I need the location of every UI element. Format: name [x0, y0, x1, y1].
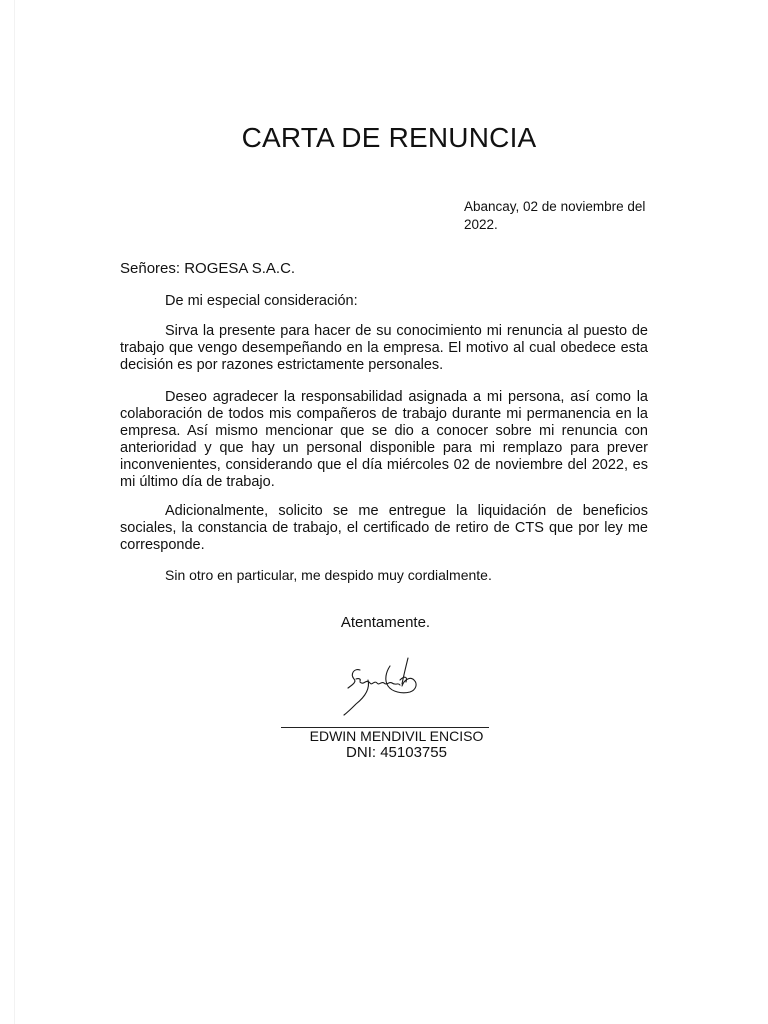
- signer-name: EDWIN MENDIVIL ENCISO: [309, 728, 484, 744]
- letter-date: Abancay, 02 de noviembre del 2022.: [464, 199, 646, 232]
- signer-dni: DNI: 45103755: [346, 744, 447, 761]
- paragraph-resignation: Sirva la presente para hacer de su conocimiento mi renuncia al puesto de trabajo que vengo desempeñando en la empresa. El motivo al cual obedece esta decisión es por razones estrictamente personales.: [120, 323, 648, 373]
- letter-greeting: De mi especial consideración:: [165, 293, 358, 309]
- letter-closing: Sin otro en particular, me despido muy cordialmente.: [165, 567, 492, 583]
- paragraph-request: Adicionalmente, solicito se me entregue la liquidación de beneficios sociales, la constancia de trabajo, el certificado de retiro de CTS que por ley me corresponde.: [120, 503, 648, 553]
- paragraph-gratitude: Deseo agradecer la responsabilidad asignada a mi persona, así como la colaboración de todos mis compañeros de trabajo durante mi permanencia en la empresa. Así mismo mencionar que se dio a conocer sobre mi renuncia con anterioridad y que hay un personal disponible para mi remplazo para prever inconvenientes, considerando que el día miércoles 02 de noviembre del 2022, es mi último día de trabajo.: [120, 389, 648, 490]
- signature-icon: [330, 652, 430, 724]
- letter-addressee: Señores: ROGESA S.A.C.: [120, 260, 296, 277]
- letter-title: CARTA DE RENUNCIA: [241, 122, 537, 153]
- sign-off: Atentamente.: [340, 614, 431, 631]
